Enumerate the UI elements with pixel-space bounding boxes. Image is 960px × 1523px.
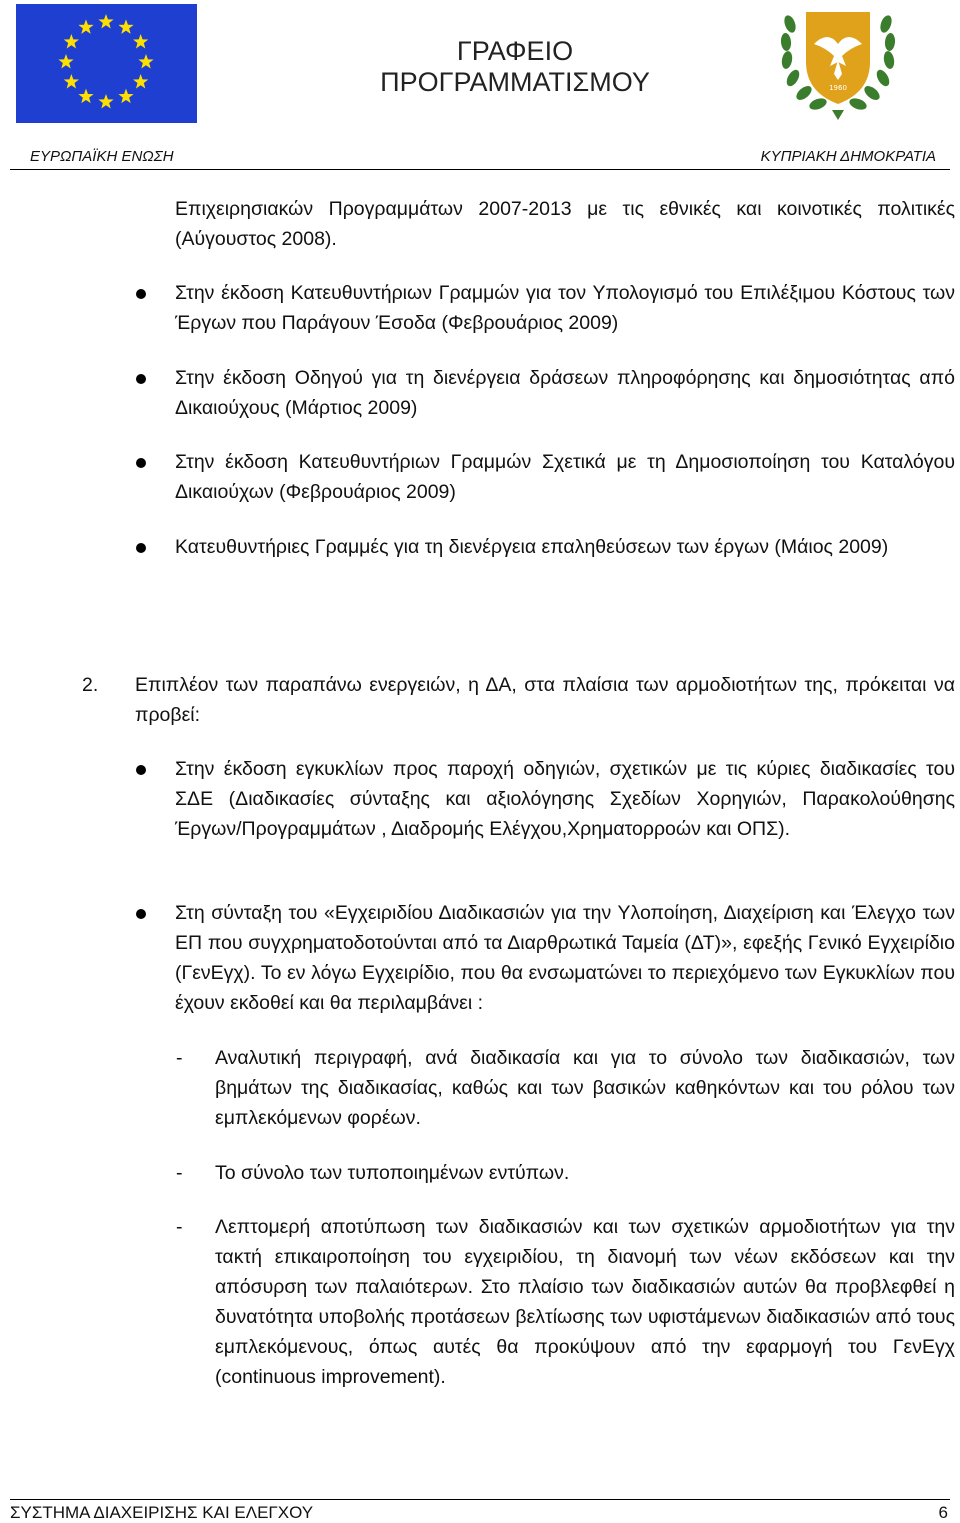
bullet-marker <box>136 543 146 553</box>
bullet-item: Στη σύνταξη του «Εγχειριδίου Διαδικασιών για την Υλοποίηση, Διαχείριση και Έλεγχο των ΕΠ που συγχρηματοδοτούνται από τα Διαρθρωτικά Ταμεία (ΔΤ)», εφεξής Γενικό Εγχειρίδιο (ΓενΕγχ). Το εν λόγω Εγχειρίδιο, που θα ενσωματώνει το περιεχόμενο των Εγκυκλίων που έχουν εκδοθεί και θα περιλαμβάνει : <box>175 902 955 1014</box>
header-left-label: ΕΥΡΩΠΑΪΚΗ ΕΝΩΣΗ <box>30 148 174 165</box>
bullet-item: Στην έκδοση Κατευθυντήριων Γραμμών Σχετικά με τη Δημοσιοποίηση του Καταλόγου Δικαιούχων (Φεβρουάριος 2009) <box>175 451 955 503</box>
bullet-marker <box>136 909 146 919</box>
dash-item: Λεπτομερή αποτύπωση των διαδικασιών και των σχετικών αρμοδιοτήτων για την τακτή επικαιροποίηση του εγχειριδίου, τη διανομή των νέων εκδόσεων και την απόσυρση των παλαιότερων. Στο πλαίσιο των διαδικασιών αυτών θα προβλεφθεί η δυνατότητα υποβολής προτάσεων βελτίωσης των υφιστάμενων διαδικασιών από τους εμπλεκόμενους, όπως αυτές θα προκύψουν από την εφαρμογή του ΓενΕγχ (continuous improvement). <box>215 1216 955 1388</box>
office-title-line1: ΓΡΑΦΕΙΟ <box>456 36 574 66</box>
office-title <box>340 36 690 98</box>
header-right-label: ΚΥΠΡΙΑΚΗ ΔΗΜΟΚΡΑΤΙΑ <box>760 148 936 165</box>
eu-flag-logo <box>16 4 197 123</box>
page-number: 6 <box>938 1503 948 1522</box>
bullet-item: Στην έκδοση εγκυκλίων προς παροχή οδηγιών, σχετικών με τις κύριες διαδικασίες του ΣΔΕ (Διαδικασίες σύνταξης και αξιολόγησης Σχεδίων Χορηγιών, Παρακολούθησης Έργων/Προγραμμάτων , Διαδρομής Ελέγχου,Χρηματορροών και ΟΠΣ). <box>175 758 955 840</box>
bullet-marker <box>136 458 146 468</box>
bullet-marker <box>136 289 146 299</box>
dash-marker: - <box>176 1216 183 1238</box>
bullet-item: Στην έκδοση Οδηγού για τη διενέργεια δράσεων πληροφόρησης και δημοσιότητας από Δικαιούχους (Μάρτιος 2009) <box>175 367 955 419</box>
dash-marker: - <box>176 1047 183 1069</box>
dash-item: Αναλυτική περιγραφή, ανά διαδικασία και για το σύνολο των διαδικασιών, των βημάτων της διαδικασίας, καθώς και των βασικών καθηκόντων και του ρόλου των εμπλεκόμενων φορέων. <box>215 1047 955 1129</box>
dash-item: Το σύνολο των τυποποιημένων εντύπων. <box>215 1162 570 1184</box>
bullet-marker <box>136 765 146 775</box>
numbered-paragraph: Επιπλέον των παραπάνω ενεργειών, η ΔΑ, στα πλαίσια των αρμοδιοτήτων της, πρόκειται να προβεί: <box>135 674 955 726</box>
footer-title: ΣΥΣΤΗΜΑ ΔΙΑΧΕΙΡΙΣΗΣ ΚΑΙ ΕΛΕΓΧΟΥ <box>10 1503 314 1522</box>
bullet-marker <box>136 374 146 384</box>
bullet-item: Κατευθυντήριες Γραμμές για τη διενέργεια επαληθεύσεων των έργων (Μάιος 2009) <box>175 536 889 558</box>
header-divider <box>10 169 950 170</box>
dash-marker: - <box>176 1162 183 1184</box>
bullet-item: Στην έκδοση Κατευθυντήριων Γραμμών για τον Υπολογισμό του Επιλέξιμου Κόστους των Έργων που Παράγουν Έσοδα (Φεβρουάριος 2009) <box>175 282 955 334</box>
item-number: 2. <box>82 674 99 696</box>
office-title-line2: ΠΡΟΓΡΑΜΜΑΤΙΣΜΟΥ <box>380 67 650 97</box>
cyprus-emblem-logo <box>776 4 900 124</box>
footer-divider <box>10 1499 950 1500</box>
continuation-paragraph: Επιχειρησιακών Προγραμμάτων 2007-2013 με τις εθνικές και κοινοτικές πολιτικές (Αύγουστος 2008). <box>175 198 955 250</box>
emblem-year: 1960 <box>829 84 847 92</box>
